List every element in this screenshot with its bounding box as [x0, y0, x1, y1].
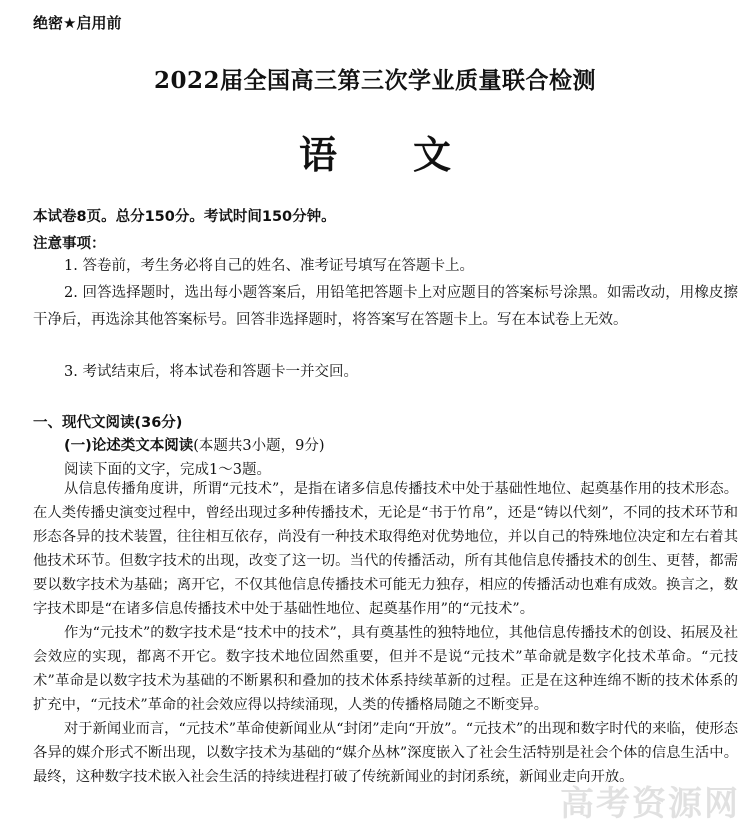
subsection-title: (一)论述类文本阅读 — [64, 438, 194, 454]
section-heading: 一、现代文阅读(36分) — [33, 415, 183, 431]
exam-info: 本试卷8页。总分150分。考试时间150分钟。 — [33, 209, 336, 225]
passage-paragraph: 作为“元技术”的数字技术是“技术中的技术”，具有奠基性的独特地位，其他信息传播技术的创设、拓展及社会效应的实现，都离不开它。数字技术地位固然重要，但并不是说“元技术”革命就是数字化技术革命。“元技术”革命是以数字技术为基础的不断累积和叠加的技术体系持续革新的过程。正是在这种连绵不断的技术体系的扩充中，“元技术”革命的社会效应得以持续涌现，人类的传播格局随之不断变异。 — [33, 625, 738, 713]
subject-char-2: 文 — [413, 132, 452, 177]
subsection-heading — [64, 434, 325, 455]
exam-title: 2022届全国高三第三次学业质量联合检测 — [153, 67, 596, 94]
reading-passage — [33, 477, 738, 789]
note-item: 1. 答卷前，考生务必将自己的姓名、准考证号填写在答题卡上。 — [64, 258, 474, 274]
note-item: 3. 考试结束后，将本试卷和答题卡一并交回。 — [64, 364, 358, 380]
subject-char-1: 语 — [298, 132, 337, 177]
watermark: 高考资源网 — [560, 784, 740, 824]
passage-paragraph: 对于新闻业而言，“元技术”革命使新闻业从“封闭”走向“开放”。“元技术”的出现和数字时代的来临，使形态各异的媒介形式不断出现，以数字技术为基础的“媒介丛林”深度嵌入了社会生活特别是社会个体的信息生活中。最终，这种数字技术嵌入社会生活的持续进程打破了传统新闻业的封闭系统，新闻业走向开放。 — [33, 721, 738, 785]
reading-instruction: 阅读下面的文字，完成1～3题。 — [64, 462, 271, 478]
notes-heading: 注意事项： — [33, 236, 106, 252]
subsection-detail: (本题共3小题，9分) — [193, 438, 325, 454]
subject-title — [0, 124, 750, 179]
note-item: 2. 回答选择题时，选出每小题答案后，用铅笔把答题卡上对应题目的答案标号涂黑。如需改动，用橡皮擦干净后，再选涂其他答案标号。回答非选择题时，将答案写在答题卡上。写在本试卷上无效。 — [33, 285, 738, 328]
secret-label: 绝密★启用前 — [33, 14, 122, 32]
passage-paragraph: 从信息传播角度讲，所谓“元技术”，是指在诸多信息传播技术中处于基础性地位、起奠基作用的技术形态。在人类传播史演变过程中，曾经出现过多种传播技术，无论是“书于竹帛”，还是“铸以代刻”，不同的技术环节和形态各异的技术装置，往往相互依存，尚没有一种技术取得绝对优势地位，并以自己的特殊地位决定和左右着其他技术环节。但数字技术的出现，改变了这一切。当代的传播活动，所有其他信息传播技术的创生、更替，都需要以数字技术为基础；离开它，不仅其他信息传播技术可能无力独存，相应的传播活动也难有成效。换言之，数字技术即是“在诸多信息传播技术中处于基础性地位、起奠基作用”的“元技术”。 — [33, 481, 738, 617]
